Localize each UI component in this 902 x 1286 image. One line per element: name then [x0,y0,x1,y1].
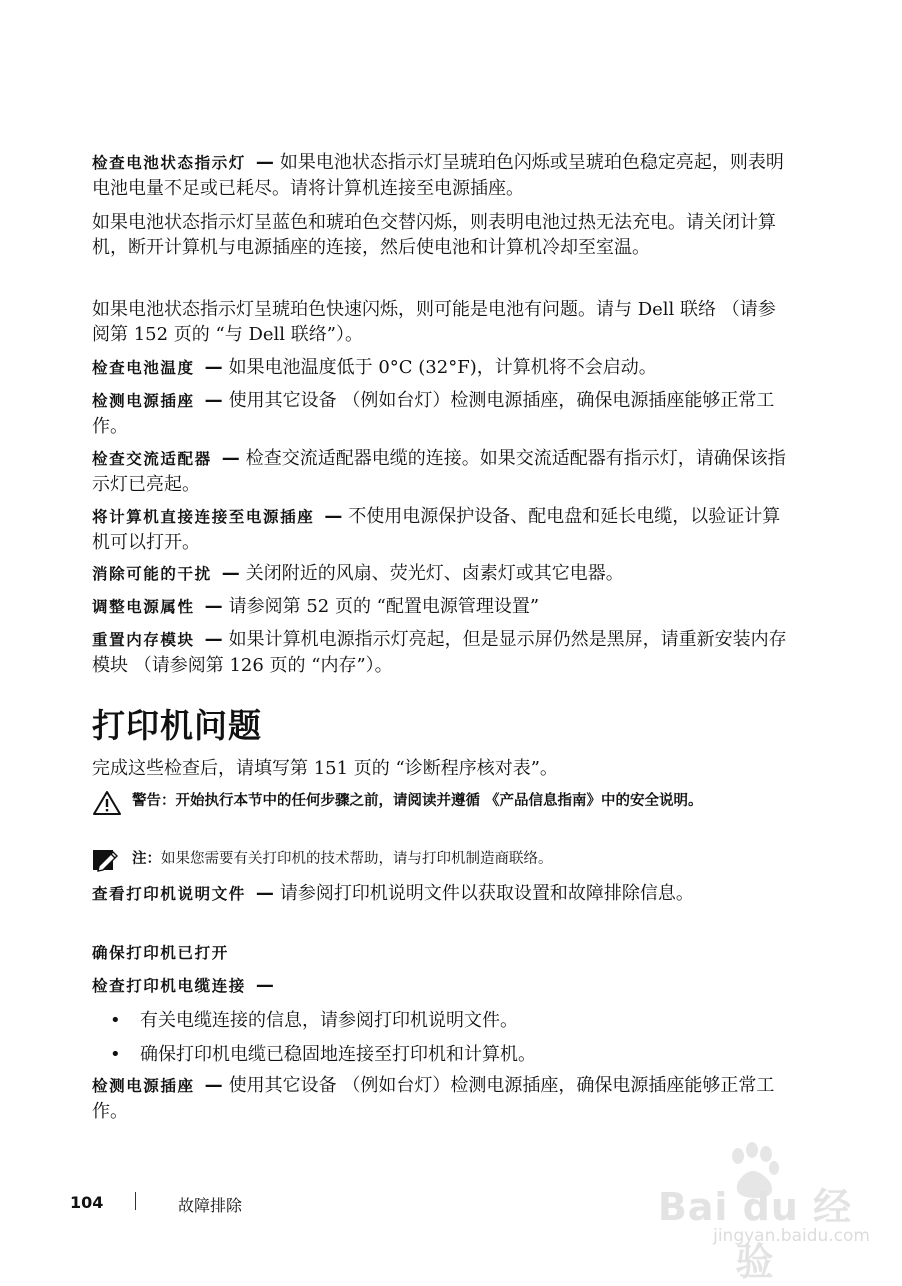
item-heading: 检查打印机电缆连接 [92,977,246,995]
warning-notice [92,790,792,816]
paragraph-test-outlet [92,388,792,439]
watermark-brand: Bai du 经验 [657,1185,853,1284]
note-notice [92,848,792,872]
item-heading: 检测电源插座 [92,392,195,410]
paragraph-fast-flash [92,297,792,347]
item-heading: 消除可能的干扰 [92,565,212,583]
paragraph-battery-temp [92,355,792,381]
item-text: 如果电池温度低于 0°C (32°F)，计算机将不会启动。 [228,357,657,378]
paragraph-test-outlet-printer [92,1073,792,1124]
pencil-note-icon [92,848,132,872]
item-heading: 检查电池状态指示灯 [92,154,246,172]
item-text: 不使用电源保护设备、配电盘和延长电缆，以验证计算机可以打开。 [92,506,781,553]
em-dash: — [204,596,223,617]
em-dash: — [221,563,240,584]
note-label: 注： [132,851,161,867]
item-heading: 检查电池温度 [92,359,195,377]
em-dash: — [204,629,223,650]
note-text: 如果您需要有关打印机的技术帮助，请与打印机制造商联络。 [161,851,553,867]
paragraph-ac-adapter [92,446,792,497]
em-dash: — [324,506,343,527]
paragraph-eliminate-interference [92,561,792,587]
list-item-text: 有关电缆连接的信息，请参阅打印机说明文件。 [140,1010,518,1031]
item-heading: 重置内存模块 [92,631,195,649]
baidu-jingyan-watermark [640,1140,870,1284]
em-dash: — [221,448,240,469]
item-text: 请参阅第 52 页的 “配置电源管理设置” [228,596,540,617]
list-item [92,1042,792,1067]
em-dash: — [204,390,223,411]
item-heading: 检查交流适配器 [92,450,212,468]
item-heading: 确保打印机已打开 [92,944,229,962]
section-intro: 完成这些检查后，请填写第 151 页的 “诊断程序核对表”。 [92,758,558,779]
paragraph-direct-connect [92,504,792,555]
watermark-url: jingyan.baidu.com [713,1226,870,1246]
item-text: 使用其它设备 （例如台灯）检测电源插座，确保电源插座能够正常工作。 [92,390,775,437]
paragraph-printer-on [92,940,792,966]
item-text: 关闭附近的风扇、荧光灯、卤素灯或其它电器。 [245,563,624,584]
em-dash: — [204,357,223,378]
section-title: 打印机问题 [92,706,262,745]
em-dash: — [255,152,274,173]
paragraph-check-battery-light [92,150,792,201]
footer-divider [135,1192,136,1210]
page-number: 104 [70,1193,104,1212]
paragraph-blue-amber [92,210,792,260]
bullet-icon: • [110,1044,121,1065]
item-text: 如果电池状态指示灯呈琥珀色闪烁或呈琥珀色稳定亮起，则表明电池电量不足或已耗尽。请将计算机连接至电源插座。 [92,152,784,199]
em-dash: — [255,975,274,996]
item-text: 请参阅打印机说明文件以获取设置和故障排除信息。 [279,883,694,904]
warning-triangle-icon [92,790,132,816]
em-dash: — [204,1075,223,1096]
item-text: 如果电池状态指示灯呈琥珀色快速闪烁，则可能是电池有问题。请与 Dell 联络 （请参阅第 152 页的 “与 Dell 联络”）。 [92,299,776,345]
item-text: 检查交流适配器电缆的连接。如果交流适配器有指示灯，请确保该指示灯已亮起。 [92,448,786,495]
item-heading: 将计算机直接连接至电源插座 [92,508,315,526]
bullet-list [92,1008,792,1076]
warning-text: 开始执行本节中的任何步骤之前，请阅读并遵循 《产品信息指南》中的安全说明。 [175,793,703,809]
list-item [92,1008,792,1033]
paragraph-reseat-memory [92,627,792,678]
em-dash: — [255,883,274,904]
item-heading: 调整电源属性 [92,598,195,616]
item-heading: 查看打印机说明文件 [92,885,246,903]
paragraph-printer-cable [92,973,792,999]
footer-section-title: 故障排除 [178,1196,243,1215]
item-heading: 检测电源插座 [92,1077,195,1095]
paragraph-printer-docs [92,881,792,907]
item-text: 使用其它设备 （例如台灯）检测电源插座，确保电源插座能够正常工作。 [92,1075,775,1122]
warning-label: 警告： [132,793,176,809]
item-text: 如果电池状态指示灯呈蓝色和琥珀色交替闪烁，则表明电池过热无法充电。请关闭计算机，断开计算机与电源插座的连接，然后使电池和计算机冷却至室温。 [92,212,776,258]
item-text: 如果计算机电源指示灯亮起，但是显示屏仍然是黑屏，请重新安装内存模块 （请参阅第 126 页的 “内存”）。 [92,629,787,676]
paragraph-power-properties [92,594,792,620]
list-item-text: 确保打印机电缆已稳固地连接至打印机和计算机。 [140,1044,536,1065]
bullet-icon: • [110,1010,121,1031]
